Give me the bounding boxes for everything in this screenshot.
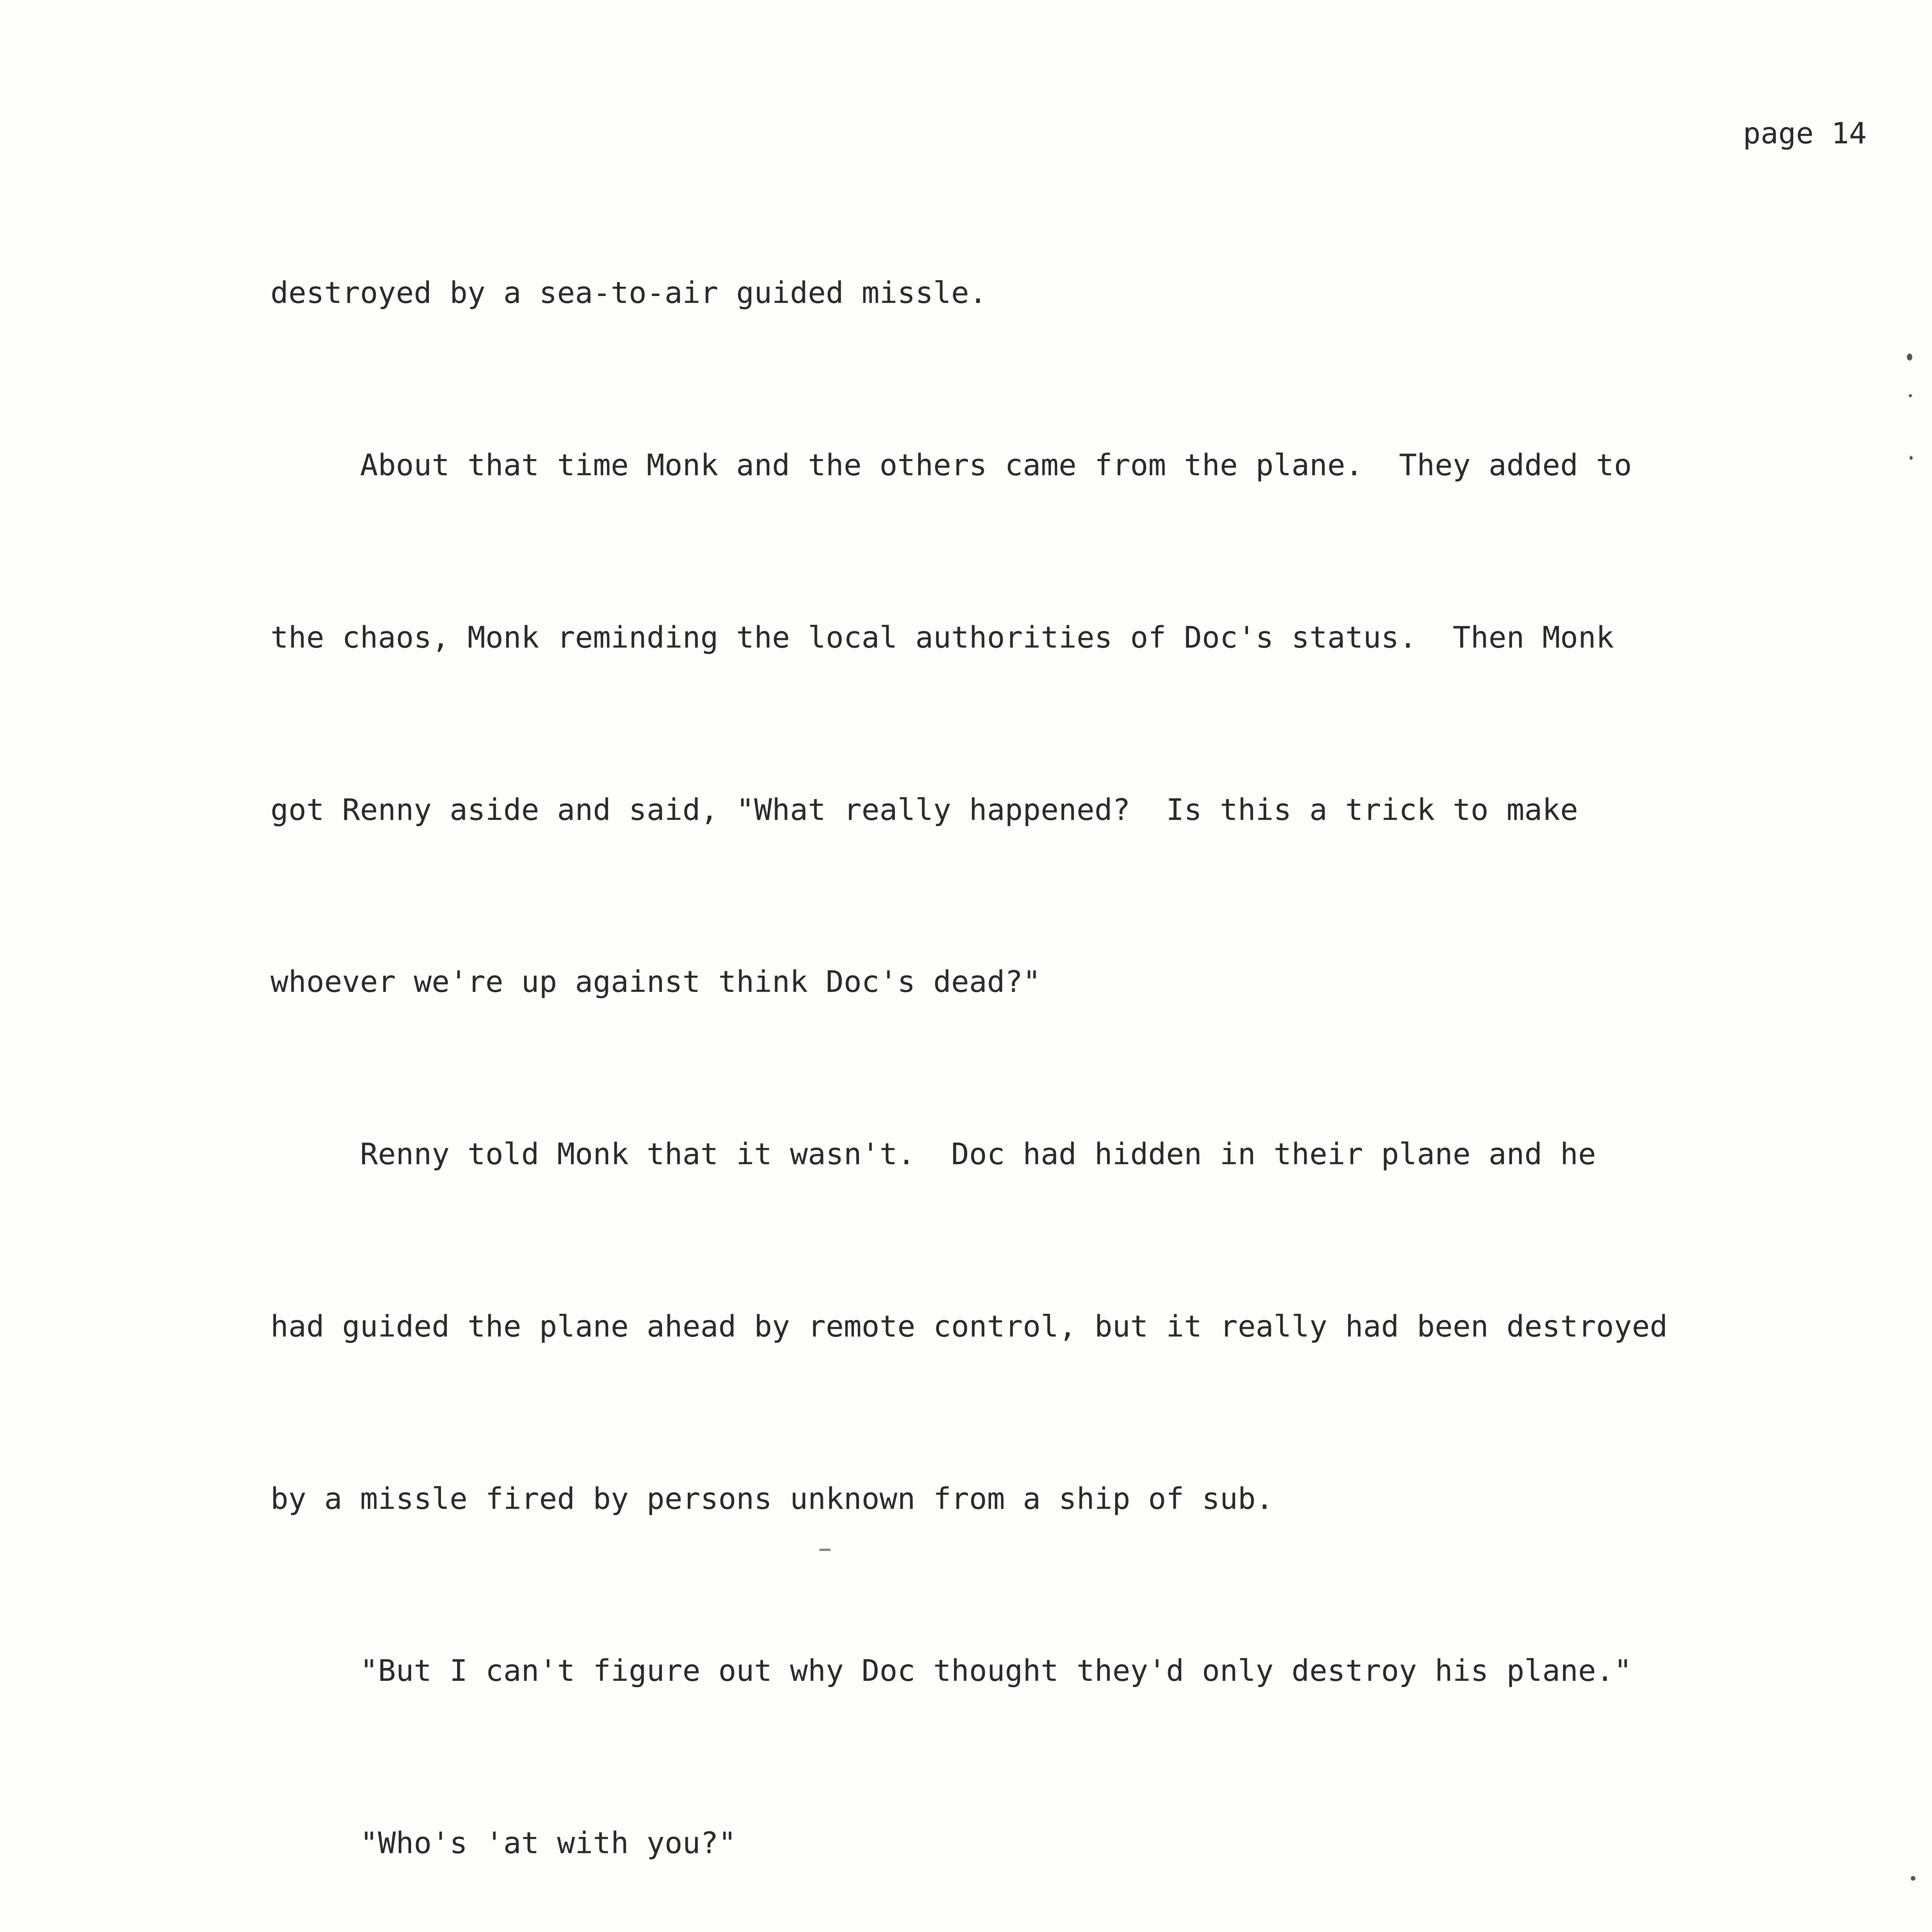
text-line: the chaos, Monk reminding the local authorities of Doc's status. Then Monk: [270, 620, 1614, 655]
text-line: About that time Monk and the others came from the plane. They added to: [270, 448, 1632, 483]
text-line: "But I can't figure out why Doc thought they'd only destroy his plane.": [270, 1654, 1632, 1689]
text-line: Renny told Monk that it wasn't. Doc had hidden in their plane and he: [270, 1137, 1596, 1172]
text-line: by a missle fired by persons unknown from a ship of sub.: [270, 1481, 1274, 1516]
paper-speck: [1907, 354, 1912, 361]
text-line: got Renny aside and said, "What really happened? Is this a trick to make: [270, 793, 1578, 827]
text-line: whoever we're up against think Doc's dead?": [270, 965, 1041, 1000]
paper-speck: [1911, 1876, 1915, 1881]
text-line: "Who's 'at with you?": [270, 1826, 736, 1861]
text-line: destroyed by a sea-to-air guided missle.: [270, 276, 987, 311]
text-line: had guided the plane ahead by remote control, but it really had been destroyed: [270, 1309, 1668, 1344]
paper-speck: [1909, 394, 1912, 397]
paper-speck: [819, 1549, 831, 1551]
page-number: page 14: [1743, 116, 1867, 150]
paper-speck: [1910, 456, 1913, 460]
body-text: [270, 150, 1797, 1932]
